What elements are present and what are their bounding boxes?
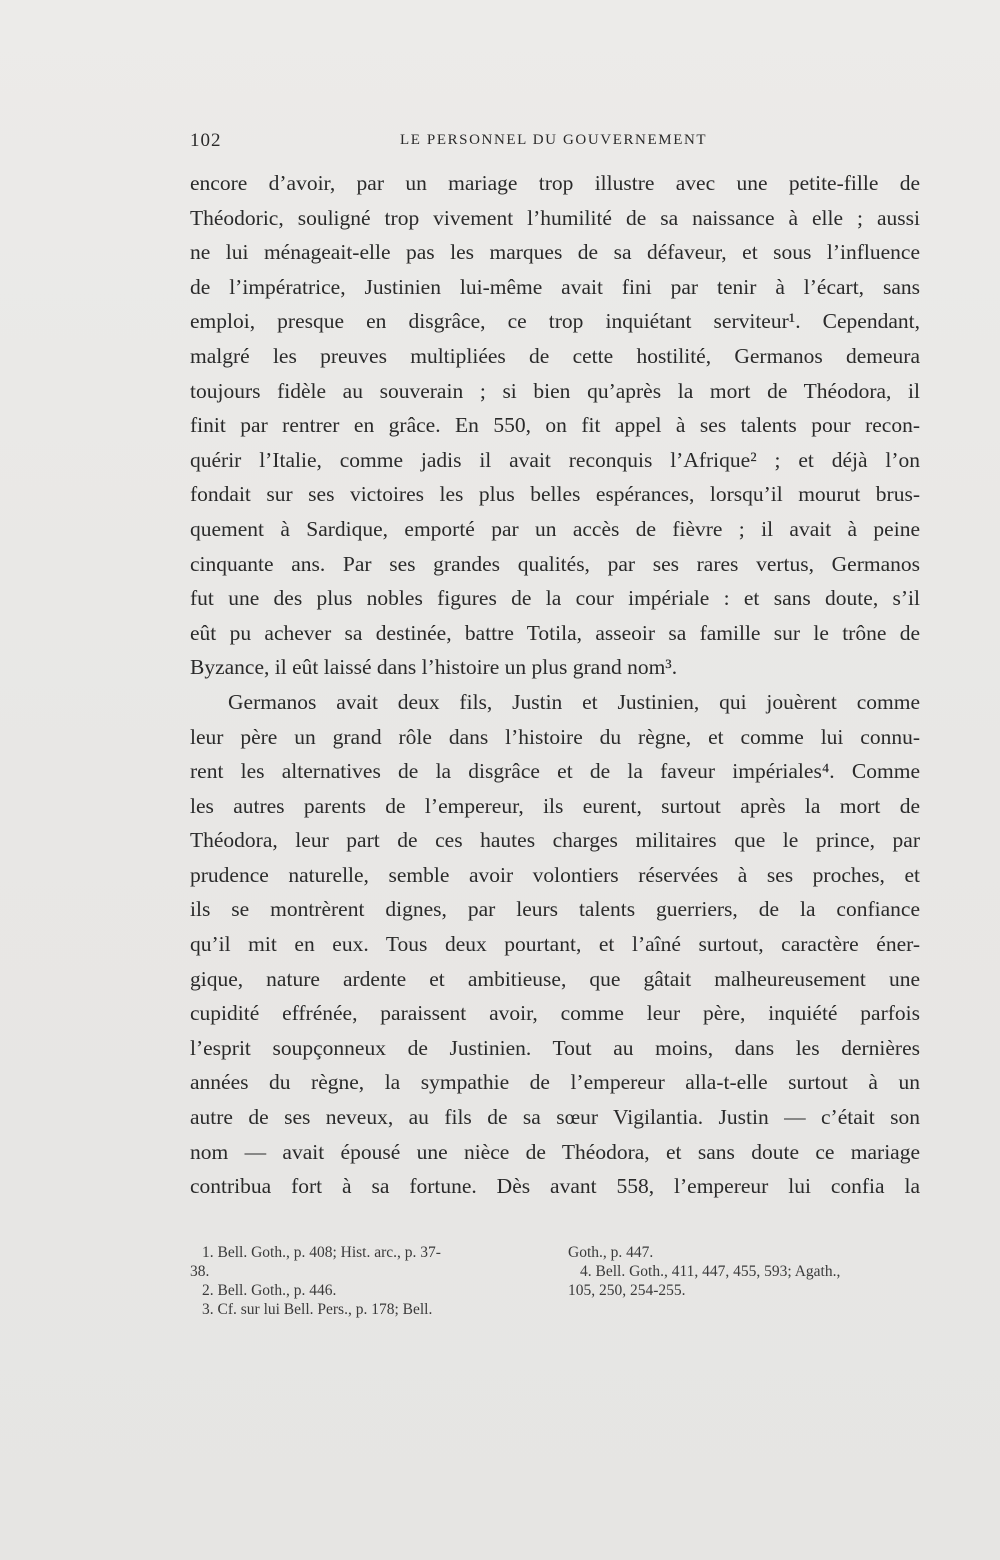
- text-line: finit par rentrer en grâce. En 550, on fit appel à ses talents pour recon-: [190, 413, 920, 438]
- footnote-line: 105, 250, 254-255.: [568, 1282, 686, 1299]
- footnotes-right-column: [568, 1243, 918, 1300]
- text-line: l’esprit soupçonneux de Justinien. Tout au moins, dans les dernières: [190, 1035, 920, 1060]
- text-line: prudence naturelle, semble avoir volontiers réservées à ses proches, et: [190, 862, 920, 887]
- footnote-line: 3. Cf. sur lui Bell. Pers., p. 178; Bell.: [202, 1301, 433, 1318]
- text-line: années du règne, la sympathie de l’empereur alla-t-elle surtout à un: [190, 1070, 920, 1095]
- text-line: ils se montrèrent dignes, par leurs talents guerriers, de la confiance: [190, 897, 920, 922]
- text-line: rent les alternatives de la disgrâce et de la faveur impériales⁴. Comme: [190, 759, 920, 784]
- text-line: cupidité effrénée, paraissent avoir, comme leur père, inquiété parfois: [190, 1001, 920, 1026]
- text-line: emploi, presque en disgrâce, ce trop inquiétant serviteur¹. Cependant,: [190, 309, 920, 334]
- text-line: gique, nature ardente et ambitieuse, que gâtait malheureusement une: [190, 966, 920, 991]
- text-line: contribua fort à sa fortune. Dès avant 558, l’empereur lui confia la: [190, 1174, 920, 1199]
- text-line: fondait sur ses victoires les plus belles espérances, lorsqu’il mourut brus-: [190, 482, 920, 507]
- text-line: quement à Sardique, emporté par un accès de fièvre ; il avait à peine: [190, 516, 920, 541]
- body-text: [190, 166, 920, 1204]
- text-line: qu’il mit en eux. Tous deux pourtant, et l’aîné surtout, caractère éner-: [190, 932, 920, 957]
- text-line: leur père un grand rôle dans l’histoire du règne, et comme lui connu-: [190, 724, 920, 749]
- footnotes-left-column: [190, 1243, 540, 1319]
- text-line: malgré les preuves multipliées de cette hostilité, Germanos demeura: [190, 343, 920, 368]
- running-title: LE PERSONNEL DU GOUVERNEMENT: [400, 132, 708, 148]
- text-line: eût pu achever sa destinée, battre Totila, asseoir sa famille sur le trône de: [190, 620, 920, 645]
- text-line: nom — avait épousé une nièce de Théodora, et sans doute ce mariage: [190, 1139, 920, 1164]
- text-line: fut une des plus nobles figures de la cour impériale : et sans doute, s’il: [190, 586, 920, 611]
- footnote-line: 2. Bell. Goth., p. 446.: [202, 1282, 337, 1299]
- text-line: ne lui ménageait-elle pas les marques de sa défaveur, et sous l’influence: [190, 240, 920, 265]
- running-header: [190, 130, 925, 158]
- text-line: Théodoric, souligné trop vivement l’humilité de sa naissance à elle ; aussi: [190, 205, 920, 230]
- footnote-line: 4. Bell. Goth., 411, 447, 455, 593; Agath.,: [580, 1263, 841, 1280]
- page-number: 102: [190, 130, 222, 151]
- paragraph-first-line: Germanos avait deux fils, Justin et Justinien, qui jouèrent comme: [228, 689, 920, 714]
- footnote-line: Goth., p. 447.: [568, 1244, 654, 1261]
- text-line: encore d’avoir, par un mariage trop illustre avec une petite-fille de: [190, 171, 920, 195]
- text-line: Théodora, leur part de ces hautes charges militaires que le prince, par: [190, 828, 920, 853]
- footnote-line: 38.: [190, 1263, 210, 1280]
- text-line: les autres parents de l’empereur, ils eurent, surtout après la mort de: [190, 793, 920, 818]
- text-line: toujours fidèle au souverain ; si bien qu’après la mort de Théodora, il: [190, 378, 920, 403]
- text-line: quérir l’Italie, comme jadis il avait reconquis l’Afrique² ; et déjà l’on: [190, 447, 920, 472]
- footnote-line: 1. Bell. Goth., p. 408; Hist. arc., p. 37-: [202, 1244, 441, 1261]
- text-line: de l’impératrice, Justinien lui-même avait fini par tenir à l’écart, sans: [190, 274, 920, 299]
- text-line: autre de ses neveux, au fils de sa sœur Vigilantia. Justin — c’était son: [190, 1105, 920, 1130]
- text-line: Byzance, il eût laissé dans l’histoire un plus grand nom³.: [190, 655, 678, 680]
- text-line: cinquante ans. Par ses grandes qualités, par ses rares vertus, Germanos: [190, 551, 920, 576]
